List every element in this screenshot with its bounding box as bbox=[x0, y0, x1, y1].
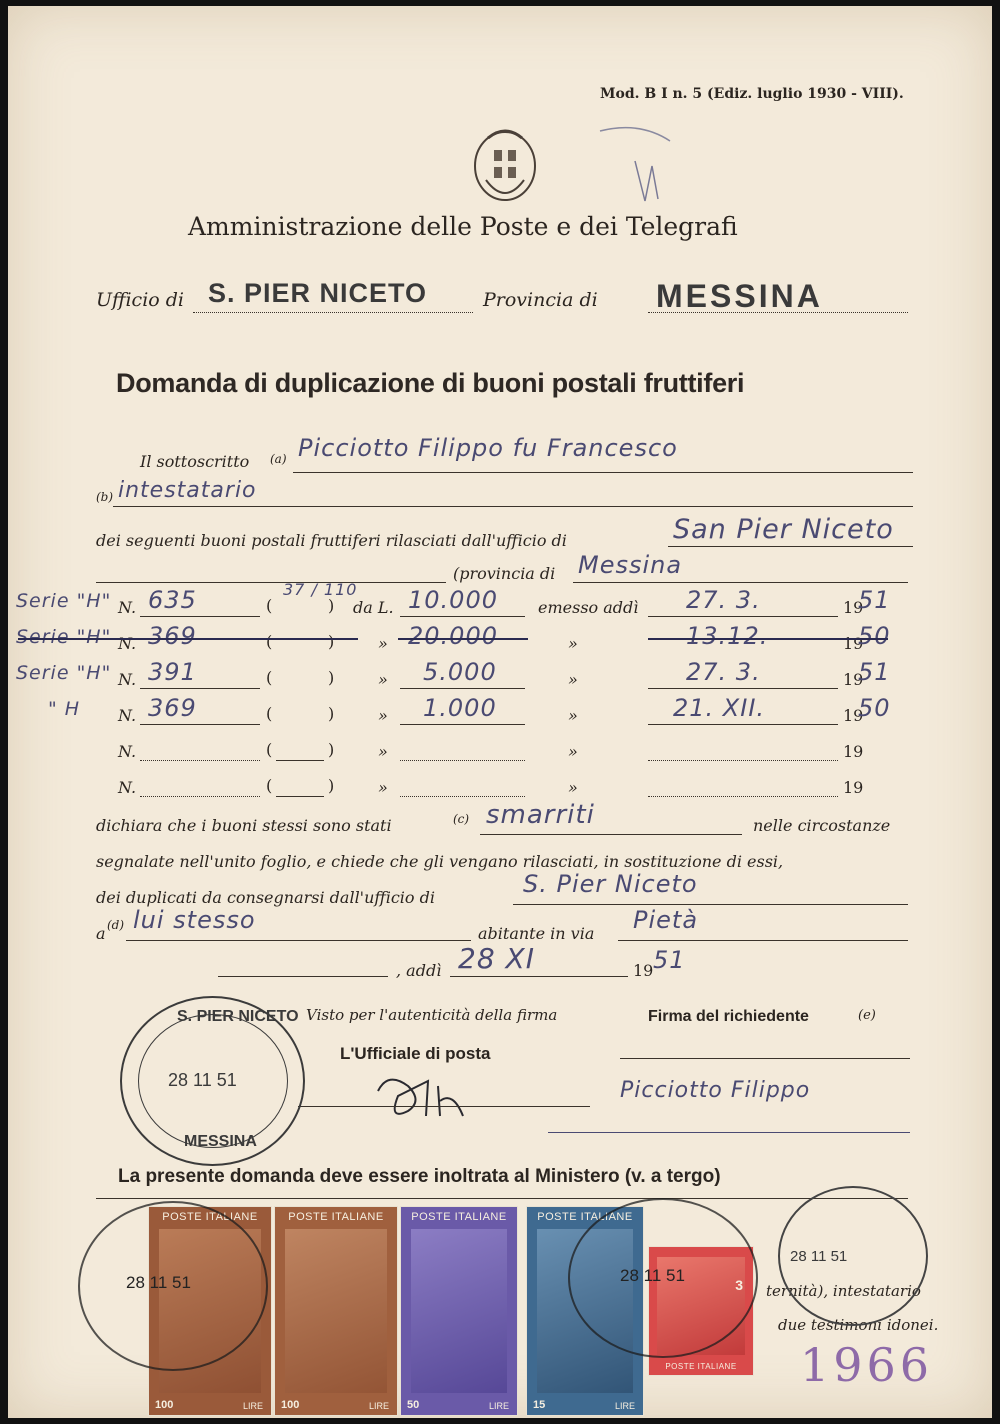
postage-stamp: POSTE ITALIANE 15 LIRE bbox=[526, 1206, 644, 1416]
bond-row: " H N. 369 ( ) » 1.000 » 21. XII. 19 50 bbox=[48, 694, 891, 725]
footer-note2: due testimoni idonei. bbox=[778, 1316, 939, 1334]
postmark-top: S. PIER NICETO bbox=[177, 1008, 299, 1025]
via-value: Pietà bbox=[633, 906, 699, 934]
declaration-line2: segnalate nell'unito foglio, e chiede che gli vengano rilasciati, in sostituzione di essi, bbox=[96, 852, 784, 871]
postmark-on-stamps: 28 11 51 bbox=[78, 1201, 268, 1371]
postmark-on-stamps: 28 11 51 bbox=[568, 1198, 758, 1358]
role-line bbox=[113, 506, 913, 507]
coat-of-arms-emblem bbox=[468, 120, 542, 208]
delivery-office: S. Pier Niceto bbox=[523, 870, 698, 898]
postage-stamp: POSTE ITALIANE 100 LIRE bbox=[274, 1206, 398, 1416]
issuing-office: San Pier Niceto bbox=[673, 514, 894, 545]
registration-number-stamp: 1966 bbox=[800, 1338, 934, 1392]
sottoscritto-label: Il sottoscritto bbox=[140, 452, 250, 471]
official-signature-scribble bbox=[368, 1061, 498, 1131]
visto-label: Visto per l'autenticità della firma bbox=[306, 1006, 558, 1024]
bond-n-label: N. bbox=[118, 598, 137, 617]
bond-amount: 10.000 bbox=[408, 586, 498, 614]
provincia2-line bbox=[573, 582, 908, 583]
postmark-circle-right: 28 11 51 bbox=[778, 1186, 928, 1326]
recipient-value: lui stesso bbox=[133, 906, 256, 934]
provincia2-label: (provincia di bbox=[453, 564, 556, 583]
provincia2-value: Messina bbox=[578, 551, 683, 579]
document-page: Mod. B I n. 5 (Ediz. luglio 1930 - VIII). Amministrazione delle Poste e dei Telegrafi Ufficio di S. PIER NICETO Provincia di MESSINA Domanda di duplicazione di buoni postali fruttiferi Il sottoscritto (a) Picciotto Filippo fu Francesco (b) intestatario dei seguenti buoni postali fruttiferi rilasciati dall'ufficio di San Pier Niceto (provincia di Messina Serie "H" N. 635 ( 37 / 110 ) da L. 10.000 emesso addì 27. 3. 19 51 Serie "H" N. 369 ( ) » 20.000 » 13.12. 19 50 Serie "H" N. 391 ( ) » 5.000 » 27. 3. 19 51 " H N. 369 ( ) » 1.000 » 21. XII. 19 50 N. ( ) » » 19 N. ( ) » » 19 dichiara che i buoni stessi sono stati (c) smarriti nelle circostanze segnalate nell'unito foglio, e chiede che gli vengano rilasciati, in sostituzione di essi, dei duplicati da consegnarsi dall'ufficio di S. Pier Niceto a (d) lui stesso abitante in via Pietà , addì 28 XI 19 51 Visto per l'autenticità della firma Firma del richiedente (e) L'Ufficiale di posta Picciotto Filippo S. PIER NICETO 28 11 51 MESSINA La presente domanda deve essere inoltrata al Ministero (v. a tergo) ternità), intestatario due testimoni idonei. 1966 28 11 51 POSTE ITALIANE 100 LIRE POSTE ITALIANE 100 LIRE POSTE ITALIANE 50 LIRE POSTE ITALIANE 15 LIRE 3 POSTE ITALIANE 28 11 51 28 11 51 bbox=[8, 6, 992, 1418]
bond-row: Serie "H" N. 635 ( 37 / 110 ) da L. 10.000 emesso addì 27. 3. 19 51 bbox=[16, 580, 891, 617]
ufficio-value: S. PIER NICETO bbox=[208, 278, 428, 308]
firma-label: Firma del richiedente bbox=[648, 1008, 809, 1025]
status-value: smarriti bbox=[486, 800, 595, 830]
ufficio-line bbox=[193, 312, 473, 313]
issuing-office-line bbox=[668, 546, 913, 547]
provincia-value: MESSINA bbox=[656, 278, 823, 314]
strike-line bbox=[18, 638, 358, 640]
provincia-label: Provincia di bbox=[483, 289, 598, 311]
name-line bbox=[293, 472, 913, 473]
bond-extra: 37 / 110 bbox=[283, 580, 358, 599]
provincia-blank-line bbox=[96, 582, 446, 583]
postage-stamp: 3 POSTE ITALIANE bbox=[648, 1246, 754, 1376]
abitante-label: abitante in via bbox=[478, 924, 595, 943]
declaration-year: 51 bbox=[653, 946, 686, 974]
seguenti-label: dei seguenti buoni postali fruttiferi rilasciati dall'ufficio di bbox=[96, 531, 567, 550]
postmark-date: 28 11 51 bbox=[168, 1070, 237, 1090]
applicant-signature: Picciotto Filippo bbox=[620, 1078, 811, 1103]
postage-stamp: POSTE ITALIANE 50 LIRE bbox=[400, 1206, 518, 1416]
postmark-bottom: MESSINA bbox=[184, 1133, 257, 1150]
bonds-table bbox=[8, 580, 992, 806]
bond-row-empty: N. ( ) » » 19 bbox=[118, 776, 864, 797]
footer-notice: La presente domanda deve essere inoltrata al Ministero (v. a tergo) bbox=[118, 1166, 721, 1187]
footer-note1: ternità), intestatario bbox=[766, 1282, 921, 1300]
applicant-role: intestatario bbox=[118, 478, 257, 503]
pencil-mark bbox=[590, 121, 700, 221]
provincia-line bbox=[648, 312, 908, 313]
ufficiale-label: L'Ufficiale di posta bbox=[340, 1044, 491, 1063]
a-mark: (a) bbox=[270, 452, 287, 466]
addi-label: , addì bbox=[396, 961, 442, 980]
bond-date: 27. 3. bbox=[686, 586, 761, 614]
bond-da-label: da L. bbox=[353, 598, 394, 617]
ufficio-label: Ufficio di bbox=[96, 289, 184, 311]
dichiara-label: dichiara che i buoni stessi sono stati bbox=[96, 816, 392, 835]
applicant-name: Picciotto Filippo fu Francesco bbox=[298, 434, 678, 462]
administration-heading: Amministrazione delle Poste e dei Telegrafi bbox=[188, 212, 738, 241]
bond-row-cancelled: Serie "H" N. 369 ( ) » 20.000 » 13.12. 19 50 bbox=[16, 622, 891, 653]
declaration-date: 28 XI bbox=[458, 942, 535, 975]
duplicati-label: dei duplicati da consegnarsi dall'ufficio di bbox=[96, 888, 435, 907]
bond-row-empty: N. ( ) » » 19 bbox=[118, 740, 864, 761]
postage-stamp: POSTE ITALIANE 100 LIRE bbox=[148, 1206, 272, 1416]
bond-number: 635 bbox=[148, 586, 197, 614]
bond-emesso-label: emesso addì bbox=[538, 598, 639, 617]
bond-row: Serie "H" N. 391 ( ) » 5.000 » 27. 3. 19 51 bbox=[16, 658, 891, 689]
b-mark: (b) bbox=[96, 490, 114, 504]
bond-year: 51 bbox=[858, 586, 891, 614]
model-code: Mod. B I n. 5 (Ediz. luglio 1930 - VIII). bbox=[600, 86, 904, 102]
postmark-circle bbox=[120, 996, 305, 1166]
form-title: Domanda di duplicazione di buoni postali fruttiferi bbox=[116, 368, 745, 398]
circostanze-label: nelle circostanze bbox=[753, 816, 891, 835]
bond-prefix: Serie "H" bbox=[16, 590, 112, 612]
